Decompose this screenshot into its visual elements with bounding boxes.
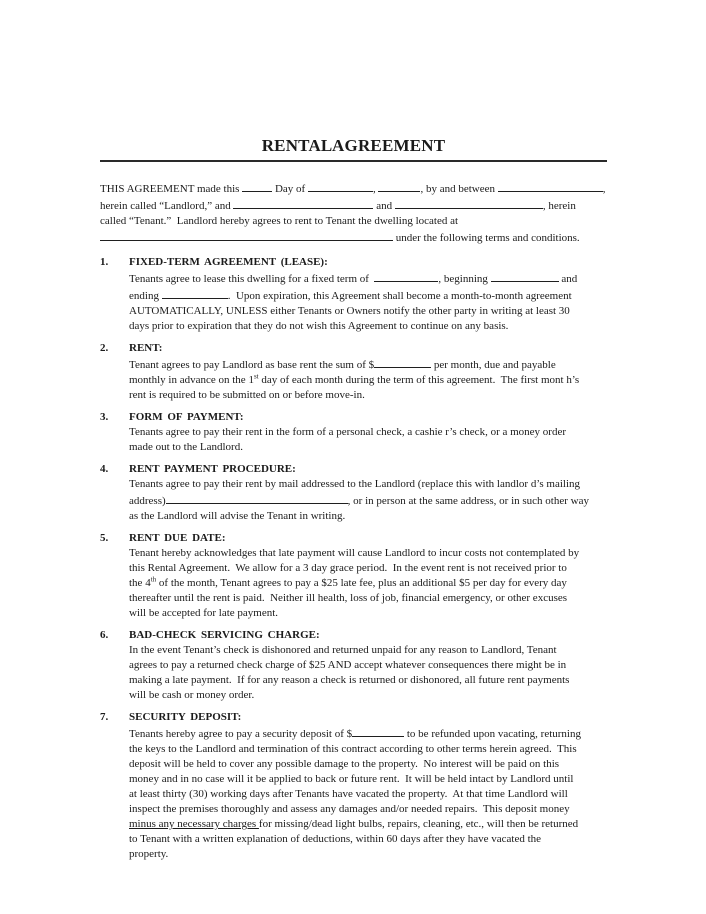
text-line: making a late payment. If for any reason a check is returned or dishonored, all future rent payments (129, 674, 570, 686)
blank-fill-line (395, 197, 543, 209)
blank-fill-line (242, 180, 272, 192)
text-line: THIS AGREEMENT made this Day of , , by and between , (100, 180, 607, 197)
section-body (129, 356, 607, 403)
section-number: 3. (100, 411, 109, 423)
text-line: deposit will be held to cover any possible damage to the property. No interest will be paid on this (129, 758, 560, 770)
blank-fill-line (352, 725, 404, 737)
text-line: called “Tenant.” Landlord hereby agrees to rent to Tenant the dwelling located at (100, 215, 459, 227)
blank-fill-line (166, 492, 348, 504)
blank-fill-line (233, 197, 373, 209)
section (100, 462, 607, 524)
text-line: herein called “Landlord,” and and , herein (100, 197, 607, 214)
text-line: Tenants agree to lease this dwelling for a fixed term of , beginning and (129, 270, 607, 287)
section-content (129, 628, 607, 703)
text-line: money and in no case will it be applied to back or future rent. It will be held intact by Landlord until (129, 773, 574, 785)
ordinal-superscript: st (253, 372, 259, 381)
section-body (129, 725, 607, 862)
section-number: 7. (100, 711, 109, 723)
section-body (129, 546, 607, 621)
text-line: Tenants hereby agree to pay a security deposit of $ to be refunded upon vacating, returning (129, 725, 607, 742)
section-heading: FORM OF PAYMENT: (129, 411, 244, 423)
text-line: the 4th of the month, Tenant agrees to pay a $25 late fee, plus an additional $5 per day for every day (129, 575, 567, 589)
section-heading: RENT DUE DATE: (129, 532, 226, 544)
section-content (129, 341, 607, 403)
section-body (129, 270, 607, 334)
section (100, 410, 607, 455)
text-line: inspect the premises thoroughly and assess any damages and/or needed repairs. This deposit money (129, 803, 570, 815)
text-line: In the event Tenant’s check is dishonored and returned unpaid for any reason to Landlord, Tenant (129, 644, 557, 656)
blank-fill-line (374, 270, 438, 282)
section-body (129, 643, 607, 703)
section-number: 1. (100, 256, 109, 268)
text-line: made out to the Landlord. (129, 441, 243, 453)
section-heading: BAD-CHECK SERVICING CHARGE: (129, 629, 320, 641)
section (100, 628, 607, 703)
blank-fill-line (491, 270, 559, 282)
section-number: 2. (100, 342, 109, 354)
blank-fill-line (100, 229, 393, 241)
text-line: at least thirty (30) working days after Tenants have vacated the property. At that time Landlord will (129, 788, 568, 800)
intro-paragraph (100, 180, 607, 246)
ordinal-superscript: th (150, 575, 157, 584)
blank-fill-line (308, 180, 373, 192)
text-line: to Tenant with a written explanation of deductions, within 60 days after they have vacated the (129, 833, 542, 845)
text-line: Tenants agree to pay their rent in the form of a personal check, a cashie r’s check, or a money order (129, 426, 567, 438)
underlined-text: minus any necessary charges (129, 818, 259, 830)
text-line: Tenants agree to pay their rent by mail addressed to the Landlord (replace this with landlor d’s mailing (129, 478, 581, 490)
blank-fill-line (498, 180, 603, 192)
text-line: will be accepted for late payment. (129, 607, 279, 619)
text-line: this Rental Agreement. We allow for a 3 day grace period. In the event rent is not received prior to (129, 562, 567, 574)
text-line: agrees to pay a returned check charge of $25 AND accept whatever consequences there might be in (129, 659, 567, 671)
section-heading: RENT PAYMENT PROCEDURE: (129, 463, 296, 475)
text-line: the keys to the Landlord and termination of this contract according to other terms herein agreed. This (129, 743, 577, 755)
section-heading: RENT: (129, 342, 163, 354)
text-line: as the Landlord will advise the Tenant in writing. (129, 510, 346, 522)
section-number: 5. (100, 532, 109, 544)
text-line: Tenant agrees to pay Landlord as base rent the sum of $ per month, due and payable (129, 356, 607, 373)
text-line: Tenant hereby acknowledges that late payment will cause Landlord to incur costs not contemplated by (129, 547, 580, 559)
section-content (129, 531, 607, 621)
section-body (129, 425, 607, 455)
document-title: RENTAL AGREEMENT (261, 136, 446, 155)
section-content (129, 462, 607, 524)
sections-list (100, 255, 607, 862)
section-number: 6. (100, 629, 109, 641)
title-divider (100, 160, 607, 162)
section-content (129, 710, 607, 862)
text-line: will be cash or money order. (129, 689, 255, 701)
text-line: rent is required to be submitted on or before move-in. (129, 389, 365, 401)
blank-fill-line (162, 287, 228, 299)
text-line: ending . Upon expiration, this Agreement shall become a month-to-month agreement (129, 287, 607, 304)
text-line: address) , or in person at the same address, or in such other way (129, 492, 607, 509)
section (100, 341, 607, 403)
section (100, 710, 607, 862)
blank-fill-line (374, 356, 431, 368)
text-line: property. (129, 848, 169, 860)
text-line: monthly in advance on the 1st day of each month during the term of this agreement. The first mont h’s (129, 372, 580, 386)
section-content (129, 410, 607, 455)
section (100, 531, 607, 621)
text-line: under the following terms and conditions. (100, 229, 607, 246)
section-body (129, 477, 607, 524)
text-line: thereafter until the rent is paid. Neither ill health, loss of job, financial emergency, or other excuses (129, 592, 568, 604)
blank-fill-line (378, 180, 420, 192)
text-line: AUTOMATICALLY, UNLESS either Tenants or Owners notify the other party in writing at least 30 (129, 305, 570, 317)
section-number: 4. (100, 463, 109, 475)
section-content (129, 255, 607, 334)
section (100, 255, 607, 334)
section-heading: FIXED-TERM AGREEMENT (LEASE): (129, 256, 328, 268)
section-heading: SECURITY DEPOSIT: (129, 711, 242, 723)
text-line: days prior to expiration that they do not wish this Agreement to continue on any basis. (129, 320, 509, 332)
text-line: minus any necessary charges for missing/dead light bulbs, repairs, cleaning, etc., will then be returned (129, 818, 579, 830)
